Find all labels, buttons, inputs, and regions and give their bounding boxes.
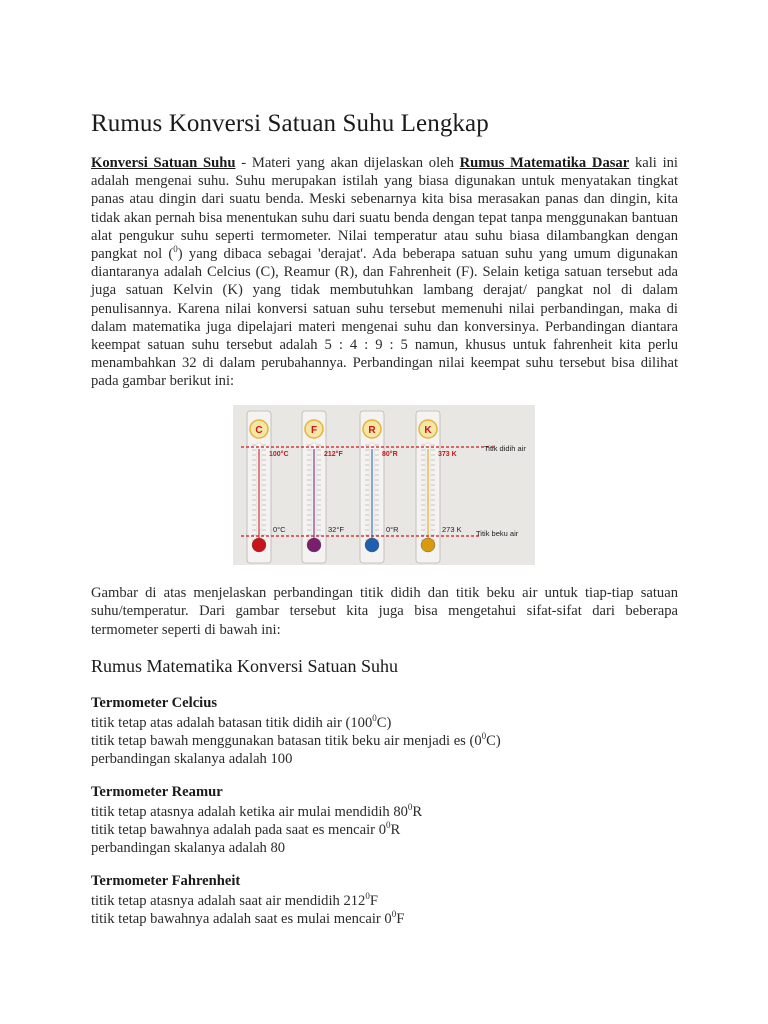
degree-superscript: 0 bbox=[391, 909, 397, 920]
thermometer-liquid bbox=[313, 449, 315, 545]
reamur-line-2-text: titik tetap bawahnya adalah pada saat es mencair 0 bbox=[91, 822, 386, 838]
freezing-value-label: 273 K bbox=[442, 525, 462, 534]
degree-superscript: 0 bbox=[481, 731, 487, 742]
degree-superscript: 0 bbox=[407, 802, 413, 813]
degree-superscript: 0 bbox=[173, 244, 178, 255]
konversi-satuan-suhu-link[interactable]: Konversi Satuan Suhu bbox=[91, 155, 236, 171]
thermometer-bulb bbox=[252, 538, 266, 552]
unit-letter: F bbox=[310, 425, 318, 436]
reamur-heading: Termometer Reamur bbox=[91, 784, 223, 800]
fahrenheit-line-2 bbox=[91, 910, 681, 928]
section-celcius bbox=[91, 694, 681, 768]
freezing-value-label: 32°F bbox=[328, 525, 344, 534]
thermometer-bulb bbox=[421, 538, 435, 552]
intro-text-3: ) yang dibaca sebagai 'derajat'. Ada beberapa satuan suhu yang umum digunakan diantaranya adalah Celcius (C), Reamur (R), dan Fahrenheit (F). Selain ketiga satuan tersebut ada juga satuan Kelvin (K) yang tidak membutuhkan lambang derajat/ pangkat nol di dalam penulisannya. Karena nilai konversi satuan suhu tersebut memenuhi nilai perbandingan, maka di dalam matematika juga dipelajari materi mengenai suhu dan konversinya. Perbandingan diantara keempat satuan suhu tersebut adalah 5 : 4 : 9 : 5 namun, khusus untuk fahrenheit kita perlu menambahkan 32 di dalam perubahannya. Perbandingan nilai keempat suhu tersebut bisa dilihat pada gambar berikut ini: bbox=[91, 246, 678, 390]
fahrenheit-line-1 bbox=[91, 892, 681, 910]
celcius-line-2-text: titik tetap bawah menggunakan batasan titik beku air menjadi es (0 bbox=[91, 733, 482, 749]
intro-text-1: - Materi yang akan dijelaskan oleh bbox=[235, 155, 460, 171]
celcius-line-1-text: titik tetap atas adalah batasan titik didih air (100 bbox=[91, 715, 373, 731]
boiling-value-label: 212°F bbox=[324, 451, 343, 458]
celcius-line-3: perbandingan skalanya adalah 100 bbox=[91, 751, 293, 767]
reamur-line-2 bbox=[91, 821, 681, 839]
section-subtitle: Rumus Matematika Konversi Satuan Suhu bbox=[91, 656, 398, 676]
reamur-line-1-text: titik tetap atasnya adalah ketika air mulai mendidih 80 bbox=[91, 804, 408, 820]
reamur-line-1-unit: R bbox=[412, 804, 423, 820]
section-fahrenheit bbox=[91, 872, 681, 928]
boiling-value-label: 80°R bbox=[382, 451, 398, 458]
freezing-value-label: 0°R bbox=[386, 525, 399, 534]
thermometer-bulb bbox=[307, 538, 321, 552]
intro-paragraph bbox=[91, 154, 678, 391]
degree-superscript: 0 bbox=[386, 820, 391, 831]
rumus-matematika-dasar-link[interactable]: Rumus Matematika Dasar bbox=[459, 155, 630, 171]
thermometer-comparison-image bbox=[233, 405, 535, 565]
fahrenheit-heading: Termometer Fahrenheit bbox=[91, 873, 241, 889]
celcius-line-1-unit: C) bbox=[376, 715, 392, 731]
thermometer-liquid bbox=[371, 449, 373, 545]
label-titik-beku-air: Titik beku air bbox=[476, 529, 519, 538]
label-titik-didih-air: Titik didih air bbox=[484, 444, 526, 453]
degree-superscript: 0 bbox=[372, 713, 377, 724]
page-title: Rumus Konversi Satuan Suhu Lengkap bbox=[91, 110, 489, 137]
reamur-line-1 bbox=[91, 803, 681, 821]
fahrenheit-line-1-unit: F bbox=[369, 893, 378, 909]
intro-text-2: kali ini adalah mengenai suhu. Suhu merupakan istilah yang biasa digunakan untuk menyatakan tingkat panas atau dingin dari suatu benda. Meski sebenarnya kita bisa merasakan panas dan dingin, kita tidak akan pernah bisa menentukan suhu dari suatu benda dengan tepat tanpa menggunakan bantuan alat pengukur suhu seperti termometer. Nilai temperatur atau suhu biasa dilambangkan dengan pangkat nol ( bbox=[91, 155, 678, 263]
thermometer-bulb bbox=[365, 538, 379, 552]
thermometer-liquid bbox=[258, 449, 260, 545]
fahrenheit-line-2-unit: F bbox=[396, 911, 405, 927]
celcius-line-1 bbox=[91, 714, 681, 732]
unit-letter: C bbox=[255, 425, 263, 436]
thermometer-liquid bbox=[427, 449, 429, 545]
figure-caption: Gambar di atas menjelaskan perbandingan titik didih dan titik beku air untuk tiap-tiap satuan suhu/temperatur. Dari gambar tersebut kita juga bisa mengetahui sifat-sifat dari beberapa termometer seperti di bawah ini: bbox=[91, 585, 678, 638]
unit-letter: K bbox=[424, 425, 432, 436]
fahrenheit-line-1-text: titik tetap atasnya adalah saat air mendidih 212 bbox=[91, 893, 366, 909]
celcius-heading: Termometer Celcius bbox=[91, 695, 218, 711]
reamur-line-3: perbandingan skalanya adalah 80 bbox=[91, 840, 286, 856]
celcius-line-2 bbox=[91, 732, 681, 750]
fahrenheit-line-2-text: titik tetap bawahnya adalah saat es mulai mencair 0 bbox=[91, 911, 392, 927]
boiling-value-label: 100°C bbox=[269, 451, 289, 458]
freezing-value-label: 0°C bbox=[273, 525, 286, 534]
unit-letter: R bbox=[368, 425, 376, 436]
section-reamur bbox=[91, 783, 681, 857]
reamur-line-2-unit: R bbox=[390, 822, 401, 838]
boiling-value-label: 373 K bbox=[438, 451, 457, 458]
celcius-line-2-unit: C) bbox=[486, 733, 501, 749]
degree-superscript: 0 bbox=[365, 891, 370, 902]
